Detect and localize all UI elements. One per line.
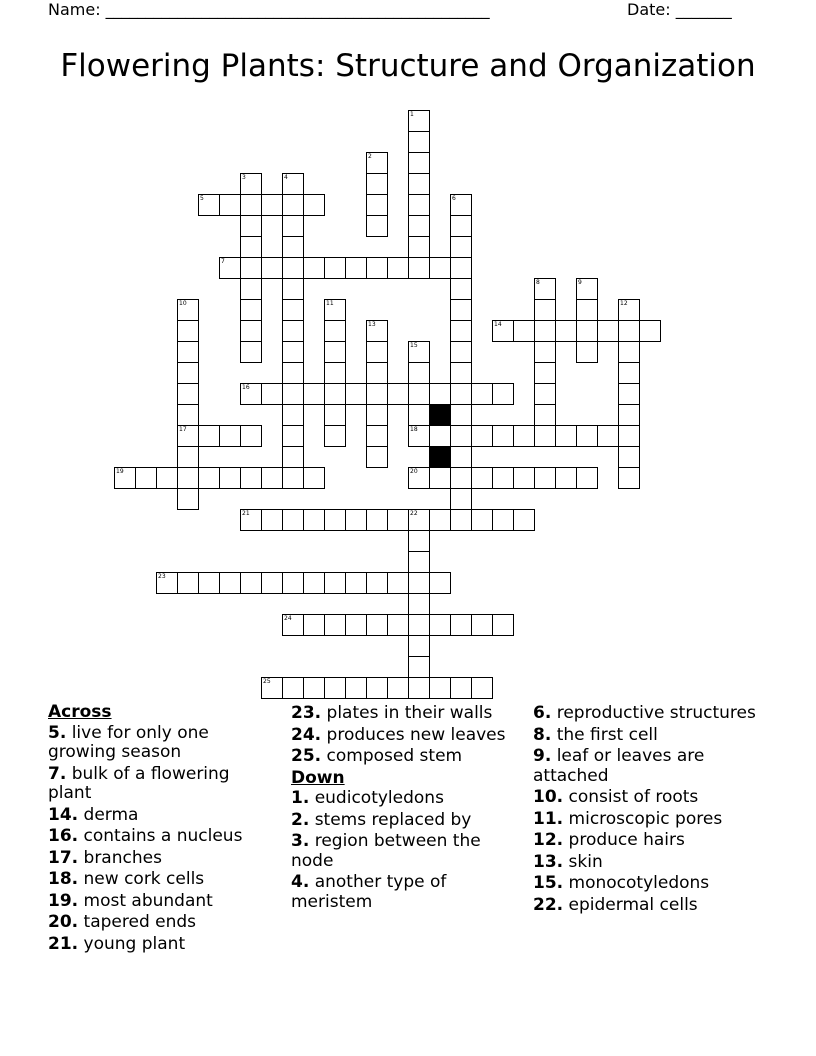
crossword-clue-number: 11 xyxy=(326,300,334,307)
crossword-cell[interactable] xyxy=(366,509,388,531)
crossword-cell[interactable] xyxy=(303,467,325,489)
crossword-cell[interactable] xyxy=(450,404,472,426)
crossword-cell[interactable] xyxy=(618,383,640,405)
crossword-cell[interactable] xyxy=(618,404,640,426)
clues-column-2 xyxy=(291,703,526,914)
crossword-cell[interactable] xyxy=(576,299,598,321)
crossword-cell[interactable] xyxy=(177,383,199,405)
crossword-cell[interactable] xyxy=(240,299,262,321)
crossword-cell[interactable] xyxy=(534,467,556,489)
crossword-cell[interactable] xyxy=(408,131,430,153)
crossword-cell[interactable] xyxy=(261,194,283,216)
crossword-cell[interactable] xyxy=(366,341,388,363)
crossword-cell[interactable] xyxy=(408,152,430,174)
crossword-cell[interactable] xyxy=(240,341,262,363)
crossword-cell[interactable] xyxy=(534,299,556,321)
crossword-clue-number: 2 xyxy=(368,153,372,160)
crossword-cell[interactable] xyxy=(282,572,304,594)
crossword-cell[interactable] xyxy=(471,677,493,699)
crossword-clue-number: 15 xyxy=(410,342,418,349)
crossword-cell[interactable] xyxy=(387,257,409,279)
crossword-cell[interactable] xyxy=(576,320,598,342)
crossword-cell[interactable] xyxy=(261,572,283,594)
crossword-cell[interactable] xyxy=(618,425,640,447)
crossword-cell[interactable] xyxy=(198,425,220,447)
crossword-cell[interactable] xyxy=(534,362,556,384)
crossword-cell[interactable] xyxy=(324,257,346,279)
crossword-cell[interactable] xyxy=(429,614,451,636)
crossword-cell[interactable] xyxy=(261,383,283,405)
crossword-clue-number: 17 xyxy=(179,426,187,433)
crossword-cell[interactable] xyxy=(408,236,430,258)
crossword-cell[interactable] xyxy=(324,677,346,699)
crossword-cell[interactable] xyxy=(282,425,304,447)
crossword-cell[interactable] xyxy=(324,383,346,405)
crossword-cell[interactable] xyxy=(534,341,556,363)
crossword-cell[interactable] xyxy=(345,572,367,594)
clue-down-8: 8. the first cell xyxy=(533,724,658,745)
crossword-cell[interactable] xyxy=(450,509,472,531)
clues-column-3 xyxy=(533,703,763,917)
crossword-cell[interactable] xyxy=(555,467,577,489)
crossword-cell[interactable] xyxy=(177,320,199,342)
crossword-cell[interactable] xyxy=(597,425,619,447)
crossword-cell[interactable] xyxy=(576,467,598,489)
crossword-clue-number: 18 xyxy=(410,426,418,433)
crossword-cell[interactable] xyxy=(450,383,472,405)
clue-across-24: 24. produces new leaves xyxy=(291,724,506,745)
crossword-cell[interactable] xyxy=(450,236,472,258)
crossword-cell[interactable] xyxy=(219,467,241,489)
crossword-cell[interactable] xyxy=(387,509,409,531)
clue-down-15: 15. monocotyledons xyxy=(533,873,710,893)
crossword-cell[interactable] xyxy=(303,614,325,636)
crossword-cell[interactable] xyxy=(450,467,472,489)
crossword-clue-number: 14 xyxy=(494,321,502,328)
crossword-cell[interactable] xyxy=(387,572,409,594)
crossword-cell[interactable] xyxy=(282,467,304,489)
crossword-cell[interactable] xyxy=(450,299,472,321)
crossword-cell[interactable] xyxy=(156,467,178,489)
page-title: Flowering Plants: Structure and Organization xyxy=(60,48,756,84)
crossword-cell[interactable] xyxy=(408,656,430,678)
crossword-cell[interactable] xyxy=(639,320,661,342)
crossword-cell[interactable] xyxy=(366,614,388,636)
crossword-cell[interactable] xyxy=(324,320,346,342)
crossword-cell[interactable] xyxy=(408,551,430,573)
crossword-black-cell xyxy=(429,404,451,426)
crossword-cell[interactable] xyxy=(135,467,157,489)
crossword-cell[interactable] xyxy=(534,425,556,447)
crossword-clue-number: 9 xyxy=(578,279,582,286)
crossword-cell[interactable] xyxy=(366,257,388,279)
crossword-cell[interactable] xyxy=(282,299,304,321)
crossword-cell[interactable] xyxy=(324,404,346,426)
crossword-cell[interactable] xyxy=(282,257,304,279)
crossword-cell[interactable] xyxy=(282,362,304,384)
crossword-cell[interactable] xyxy=(534,383,556,405)
crossword-clue-number: 21 xyxy=(242,510,250,517)
clue-across-16: 16. contains a nucleus xyxy=(48,826,243,846)
crossword-cell[interactable] xyxy=(324,509,346,531)
crossword-cell[interactable] xyxy=(618,341,640,363)
crossword-cell[interactable] xyxy=(240,572,262,594)
crossword-cell[interactable] xyxy=(282,509,304,531)
crossword-cell[interactable] xyxy=(408,257,430,279)
crossword-clue-number: 19 xyxy=(116,468,124,475)
crossword-cell[interactable] xyxy=(492,614,514,636)
crossword-cell[interactable] xyxy=(450,215,472,237)
crossword-cell[interactable] xyxy=(429,257,451,279)
crossword-cell[interactable] xyxy=(177,446,199,468)
crossword-clue-number: 5 xyxy=(200,195,204,202)
clue-down-22: 22. epidermal cells xyxy=(533,894,698,915)
crossword-cell[interactable] xyxy=(471,509,493,531)
crossword-cell[interactable] xyxy=(492,383,514,405)
clue-down-10: 10. consist of roots xyxy=(533,787,699,807)
crossword-cell[interactable] xyxy=(177,488,199,510)
crossword-clue-number: 6 xyxy=(452,195,456,202)
crossword-cell[interactable] xyxy=(240,278,262,300)
crossword-cell[interactable] xyxy=(471,425,493,447)
crossword-clue-number: 24 xyxy=(284,615,292,622)
crossword-cell[interactable] xyxy=(408,593,430,615)
crossword-cell[interactable] xyxy=(366,425,388,447)
crossword-cell[interactable] xyxy=(219,425,241,447)
crossword-clue-number: 25 xyxy=(263,678,271,685)
crossword-clue-number: 8 xyxy=(536,279,540,286)
crossword-cell[interactable] xyxy=(240,194,262,216)
crossword-cell[interactable] xyxy=(408,635,430,657)
crossword-clue-number: 23 xyxy=(158,573,166,580)
crossword-clue-number: 12 xyxy=(620,300,628,307)
crossword-cell[interactable] xyxy=(429,383,451,405)
crossword-cell[interactable] xyxy=(387,383,409,405)
crossword-cell[interactable] xyxy=(597,320,619,342)
crossword-cell[interactable] xyxy=(429,572,451,594)
crossword-cell[interactable] xyxy=(240,215,262,237)
crossword-cell[interactable] xyxy=(555,425,577,447)
crossword-clue-number: 20 xyxy=(410,468,418,475)
clue-down-4: 4. another type of meristem xyxy=(291,872,447,912)
clue-down-2: 2. stems replaced by xyxy=(291,809,472,830)
clue-down-1: 1. eudicotyledons xyxy=(291,788,444,808)
crossword-cell[interactable] xyxy=(366,215,388,237)
crossword-cell[interactable] xyxy=(177,362,199,384)
crossword-cell[interactable] xyxy=(303,257,325,279)
crossword-cell[interactable] xyxy=(408,362,430,384)
crossword-cell[interactable] xyxy=(492,467,514,489)
across-heading: Across xyxy=(48,702,112,722)
crossword-cell[interactable] xyxy=(366,173,388,195)
crossword-clue-number: 16 xyxy=(242,384,250,391)
crossword-cell[interactable] xyxy=(450,257,472,279)
clue-across-25: 25. composed stem xyxy=(291,746,463,766)
crossword-cell[interactable] xyxy=(366,572,388,594)
crossword-cell[interactable] xyxy=(450,614,472,636)
crossword-cell[interactable] xyxy=(261,467,283,489)
crossword-cell[interactable] xyxy=(177,467,199,489)
clue-down-3: 3. region between the node xyxy=(291,831,481,871)
clue-across-19: 19. most abundant xyxy=(48,890,213,911)
crossword-cell[interactable] xyxy=(408,173,430,195)
crossword-cell[interactable] xyxy=(408,215,430,237)
crossword-cell[interactable] xyxy=(366,383,388,405)
crossword-cell[interactable] xyxy=(177,404,199,426)
crossword-cell[interactable] xyxy=(618,320,640,342)
crossword-cell[interactable] xyxy=(618,467,640,489)
crossword-cell[interactable] xyxy=(324,572,346,594)
crossword-clue-number: 10 xyxy=(179,300,187,307)
clue-across-17: 17. branches xyxy=(48,847,162,868)
clue-across-20: 20. tapered ends xyxy=(48,912,197,932)
crossword-cell[interactable] xyxy=(492,509,514,531)
crossword-cell[interactable] xyxy=(282,383,304,405)
crossword-cell[interactable] xyxy=(408,194,430,216)
crossword-cell[interactable] xyxy=(387,614,409,636)
crossword-cell[interactable] xyxy=(282,320,304,342)
crossword-cell[interactable] xyxy=(282,404,304,426)
crossword-clue-number: 22 xyxy=(410,510,418,517)
crossword-cell[interactable] xyxy=(240,236,262,258)
crossword-cell[interactable] xyxy=(429,467,451,489)
crossword-cell[interactable] xyxy=(534,404,556,426)
crossword-cell[interactable] xyxy=(198,572,220,594)
clue-down-11: 11. microscopic pores xyxy=(533,808,723,829)
down-heading: Down xyxy=(291,767,345,788)
crossword-cell[interactable] xyxy=(345,257,367,279)
crossword-clue-number: 13 xyxy=(368,321,376,328)
crossword-cell[interactable] xyxy=(366,404,388,426)
clue-across-23: 23. plates in their walls xyxy=(291,703,493,723)
crossword-cell[interactable] xyxy=(345,383,367,405)
clue-across-7: 7. bulk of a flowering plant xyxy=(48,763,230,803)
crossword-cell[interactable] xyxy=(366,446,388,468)
crossword-cell[interactable] xyxy=(450,446,472,468)
crossword-cell[interactable] xyxy=(450,278,472,300)
crossword-cell[interactable] xyxy=(513,320,535,342)
crossword-cell[interactable] xyxy=(345,677,367,699)
crossword-cell[interactable] xyxy=(219,194,241,216)
crossword-cell[interactable] xyxy=(429,677,451,699)
clue-across-14: 14. derma xyxy=(48,804,139,825)
crossword-clue-number: 3 xyxy=(242,174,246,181)
crossword-clue-number: 1 xyxy=(410,111,414,118)
crossword-cell[interactable] xyxy=(387,677,409,699)
crossword-cell[interactable] xyxy=(576,425,598,447)
crossword-clue-number: 7 xyxy=(221,258,225,265)
crossword-cell[interactable] xyxy=(513,509,535,531)
crossword-cell[interactable] xyxy=(513,467,535,489)
clue-across-18: 18. new cork cells xyxy=(48,869,205,889)
crossword-cell[interactable] xyxy=(450,677,472,699)
crossword-cell[interactable] xyxy=(408,677,430,699)
date-field-label: Date: _______ xyxy=(627,0,732,19)
crossword-cell[interactable] xyxy=(303,509,325,531)
crossword-cell[interactable] xyxy=(408,572,430,594)
crossword-cell[interactable] xyxy=(618,362,640,384)
clue-down-12: 12. produce hairs xyxy=(533,830,685,850)
crossword-cell[interactable] xyxy=(408,404,430,426)
crossword-cell[interactable] xyxy=(282,236,304,258)
crossword-cell[interactable] xyxy=(618,446,640,468)
crossword-cell[interactable] xyxy=(408,614,430,636)
crossword-cell[interactable] xyxy=(303,677,325,699)
crossword-cell[interactable] xyxy=(429,425,451,447)
crossword-cell[interactable] xyxy=(366,362,388,384)
clues-column-1 xyxy=(48,703,278,956)
crossword-cell[interactable] xyxy=(240,320,262,342)
crossword-cell[interactable] xyxy=(345,614,367,636)
crossword-cell[interactable] xyxy=(303,194,325,216)
crossword-cell[interactable] xyxy=(450,425,472,447)
clue-down-13: 13. skin xyxy=(533,851,603,872)
crossword-cell[interactable] xyxy=(408,383,430,405)
clue-across-5: 5. live for only one growing season xyxy=(48,722,209,762)
crossword-cell[interactable] xyxy=(303,572,325,594)
crossword-cell[interactable] xyxy=(429,509,451,531)
crossword-cell[interactable] xyxy=(177,341,199,363)
clue-down-9: 9. leaf or leaves are attached xyxy=(533,746,705,786)
crossword-cell[interactable] xyxy=(177,572,199,594)
crossword-cell[interactable] xyxy=(282,215,304,237)
name-field-label: Name: ________________________________________________ xyxy=(48,0,490,19)
crossword-cell[interactable] xyxy=(492,425,514,447)
crossword-cell[interactable] xyxy=(282,677,304,699)
crossword-cell[interactable] xyxy=(366,194,388,216)
crossword-cell[interactable] xyxy=(471,383,493,405)
crossword-cell[interactable] xyxy=(471,614,493,636)
crossword-cell[interactable] xyxy=(345,509,367,531)
crossword-cell[interactable] xyxy=(282,446,304,468)
crossword-cell[interactable] xyxy=(324,341,346,363)
crossword-cell[interactable] xyxy=(408,530,430,552)
crossword-cell[interactable] xyxy=(240,257,262,279)
crossword-cell[interactable] xyxy=(576,341,598,363)
clue-across-21: 21. young plant xyxy=(48,933,186,954)
crossword-cell[interactable] xyxy=(324,614,346,636)
crossword-cell[interactable] xyxy=(534,320,556,342)
crossword-cell[interactable] xyxy=(450,488,472,510)
crossword-cell[interactable] xyxy=(450,341,472,363)
crossword-cell[interactable] xyxy=(282,278,304,300)
crossword-cell[interactable] xyxy=(261,509,283,531)
crossword-cell[interactable] xyxy=(261,257,283,279)
crossword-cell[interactable] xyxy=(555,320,577,342)
clue-down-6: 6. reproductive structures xyxy=(533,703,756,723)
crossword-cell[interactable] xyxy=(324,425,346,447)
crossword-clue-number: 4 xyxy=(284,174,288,181)
crossword-cell[interactable] xyxy=(240,425,262,447)
crossword-cell[interactable] xyxy=(282,194,304,216)
crossword-cell[interactable] xyxy=(240,467,262,489)
crossword-cell[interactable] xyxy=(366,677,388,699)
crossword-cell[interactable] xyxy=(198,467,220,489)
crossword-black-cell xyxy=(429,446,451,468)
crossword-cell[interactable] xyxy=(450,362,472,384)
crossword-cell[interactable] xyxy=(450,320,472,342)
crossword-cell[interactable] xyxy=(282,341,304,363)
crossword-cell[interactable] xyxy=(219,572,241,594)
crossword-cell[interactable] xyxy=(324,362,346,384)
crossword-cell[interactable] xyxy=(303,383,325,405)
crossword-cell[interactable] xyxy=(471,467,493,489)
crossword-cell[interactable] xyxy=(513,425,535,447)
